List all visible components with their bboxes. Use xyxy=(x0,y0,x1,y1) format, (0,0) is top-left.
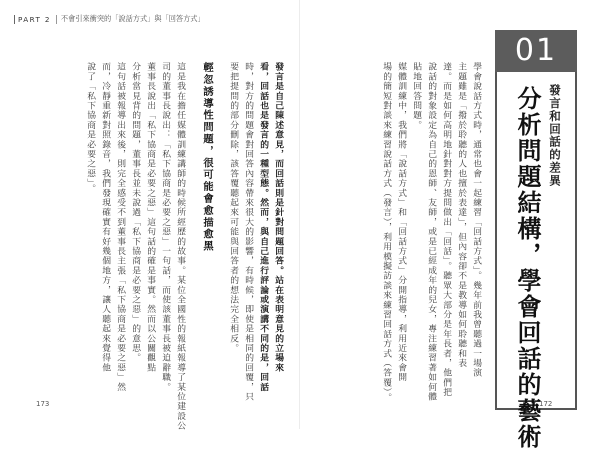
body-line: 這句話被報導出來後，則完全感受不到董事長主張「私下協商是必要之惡」然 xyxy=(115,62,126,392)
section-subtitle: 發言和回話的差異 xyxy=(548,84,562,188)
header-bar xyxy=(14,15,15,24)
page-number-right: 172 xyxy=(539,400,553,408)
chapter-number-badge: 01 xyxy=(495,30,577,72)
bold-body-line: 看，回話也是發言的一種型態。然而，與自己進行評論或演講不同的是，回話 xyxy=(258,62,269,392)
body-line: 這是我在擔任媒體訓練講師的時候所經歷的故事。某位全國性的報紙報導了某位建設公 xyxy=(175,62,186,431)
header-subtitle: 不會引來衝突的「說話方式」與「回答方式」 xyxy=(60,14,205,23)
body-line: 學會說話方式時，通常也會一起練習「回話方式」。幾年前我曾聽過一場演 xyxy=(471,62,482,378)
body-line: 場的簡短對談來練習說話方式（發言），利用模擬訪談來練習回話方式（答覆）。 xyxy=(381,62,392,403)
body-line: 說話的對象設定為自己的恩師、友師，或是已經成年的兒女，專注練習著如何體 xyxy=(426,62,437,402)
body-line: 時，對方的問題會對回答內容帶來很大的影響，有時候，即使是相同的回覆，只 xyxy=(243,62,254,402)
header-part-label: PART 2 xyxy=(18,14,51,24)
body-line: 說了「私下協商是必要之惡」。 xyxy=(85,62,96,194)
body-line: 董事長說出「私下協商是必要之惡」這句話的確是事實。然而以公關觀點 xyxy=(145,62,156,373)
body-line: 達。而是如何高明地針對對方提問做出「回話」。聽眾大部分是年長者，他們把 xyxy=(441,62,452,398)
body-line: 主題雖是「撥於聆聽的人也擅於表達」，但內容卻不是教導如何聆聽和表 xyxy=(456,62,467,368)
body-line: 分析當見背的問題，董事長並未說過「私下協商是必要之惡」的意思。 xyxy=(130,62,141,363)
section-title: 分析問題結構，學會回話的藝術 xyxy=(513,86,541,450)
bold-body-line: 發言是自己陳述意見，而回話則是針對問題回答。站在表明意見的立場來 xyxy=(273,62,284,373)
body-line: 貼地回答問題。 xyxy=(411,62,422,130)
page-gutter xyxy=(299,0,300,429)
running-header xyxy=(14,12,205,26)
body-line: 司的董事長說出：「私下協商是必要之惡」一句話，而使該董事長被迫辭職。 xyxy=(160,62,171,392)
header-separator xyxy=(56,15,57,24)
body-line: 而，冷靜重新對照錄音，我們發現確實有好幾個地方，讓人聽起來覺得他 xyxy=(100,62,111,373)
body-line: 要把提問的部分刪除，該答覆聽起來可能與回答者的想法完全相反。 xyxy=(228,62,239,353)
page-number-left: 173 xyxy=(36,400,50,408)
subheading: 輕忽誘導性問題，很可能會愈描愈黑 xyxy=(201,62,213,253)
body-line: 媒體訓練中，我們將「說話方式」和「回話方式」分開指導，利用近來會開 xyxy=(396,62,407,383)
